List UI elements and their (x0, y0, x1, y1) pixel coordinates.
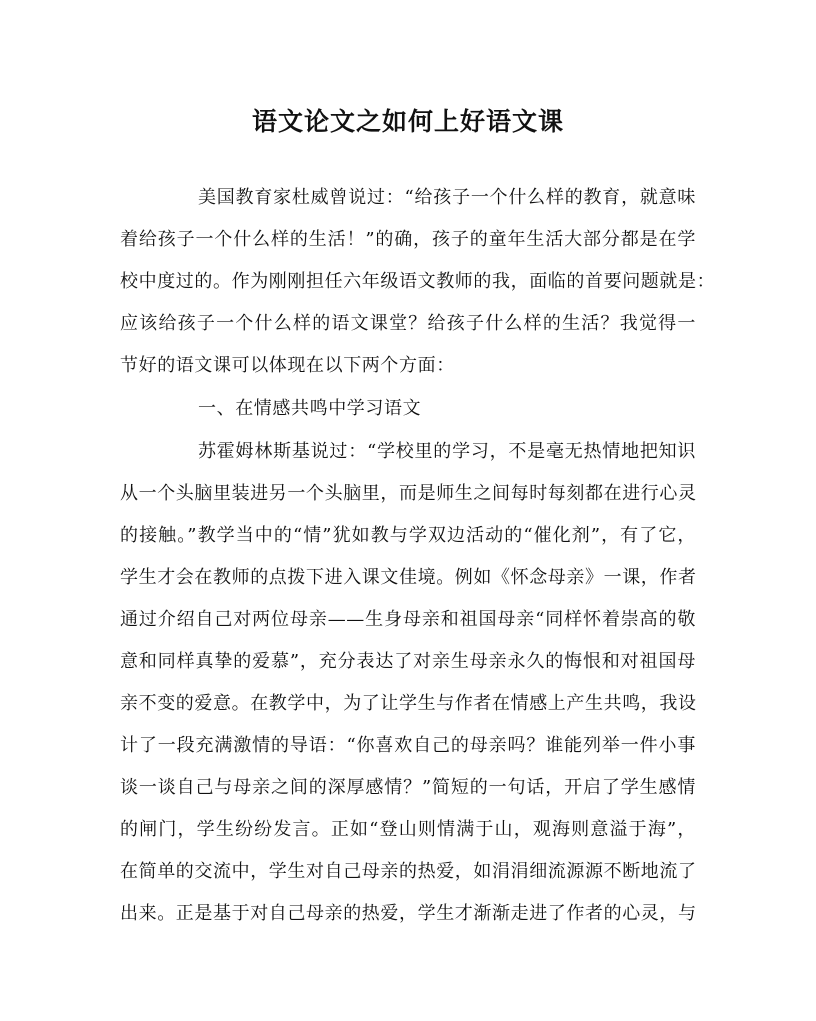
paragraph-2-line-9: 谈一谈自己与母亲之间的深厚感情？”简短的一句话，开启了学生感情 (120, 777, 696, 798)
paragraph-2-line-6: 意和同样真挚的爱慕”，充分表达了对亲生母亲永久的悔恨和对祖国母 (120, 651, 696, 672)
paragraph-2-line-2: 从一个头脑里装进另一个头脑里，而是师生之间每时每刻都在进行心灵 (120, 483, 697, 504)
paragraph-1-line-3: 校中度过的。作为刚刚担任六年级语文教师的我，面临的首要问题就是： (120, 271, 716, 292)
document-title: 语文论文之如何上好语文课 (251, 107, 564, 136)
paragraph-1-line-4: 应该给孩子一个什么样的语文课堂？给孩子什么样的生活？我觉得一 (120, 313, 696, 334)
paragraph-1-line-2: 着给孩子一个什么样的生活！”的确，孩子的童年生活大部分都是在学 (120, 229, 696, 250)
paragraph-2-line-11: 在简单的交流中，学生对自己母亲的热爱，如涓涓细流源源不断地流了 (120, 861, 697, 882)
paragraph-2-line-10: 的闸门，学生纷纷发言。正如“登山则情满于山，观海则意溢于海”， (120, 819, 696, 840)
paragraph-2-line-3: 的接触。”教学当中的“情”犹如教与学双边活动的“催化剂”，有了它， (120, 525, 696, 546)
paragraph-2-line-1: 苏霍姆林斯基说过：“学校里的学习，不是毫无热情地把知识 (198, 441, 696, 462)
paragraph-2-line-12: 出来。正是基于对自己母亲的热爱，学生才渐渐走进了作者的心灵，与 (120, 903, 697, 924)
paragraph-1-line-5: 节好的语文课可以体现在以下两个方面： (120, 355, 455, 376)
paragraph-2-line-5: 通过介绍自己对两位母亲——生身母亲和祖国母亲“同样怀着崇高的敬 (120, 609, 696, 630)
section-heading-1: 一、在情感共鸣中学习语文 (198, 398, 422, 419)
paragraph-2-line-4: 学生才会在教师的点拨下进入课文佳境。例如《怀念母亲》一课，作者 (120, 567, 697, 588)
paragraph-2-line-8: 计了一段充满激情的导语：“你喜欢自己的母亲吗？谁能列举一件小事 (120, 735, 696, 756)
paragraph-1-line-1: 美国教育家杜威曾说过：“给孩子一个什么样的教育，就意味 (198, 187, 696, 208)
paragraph-2-line-7: 亲不变的爱意。在教学中，为了让学生与作者在情感上产生共鸣，我设 (120, 693, 697, 714)
